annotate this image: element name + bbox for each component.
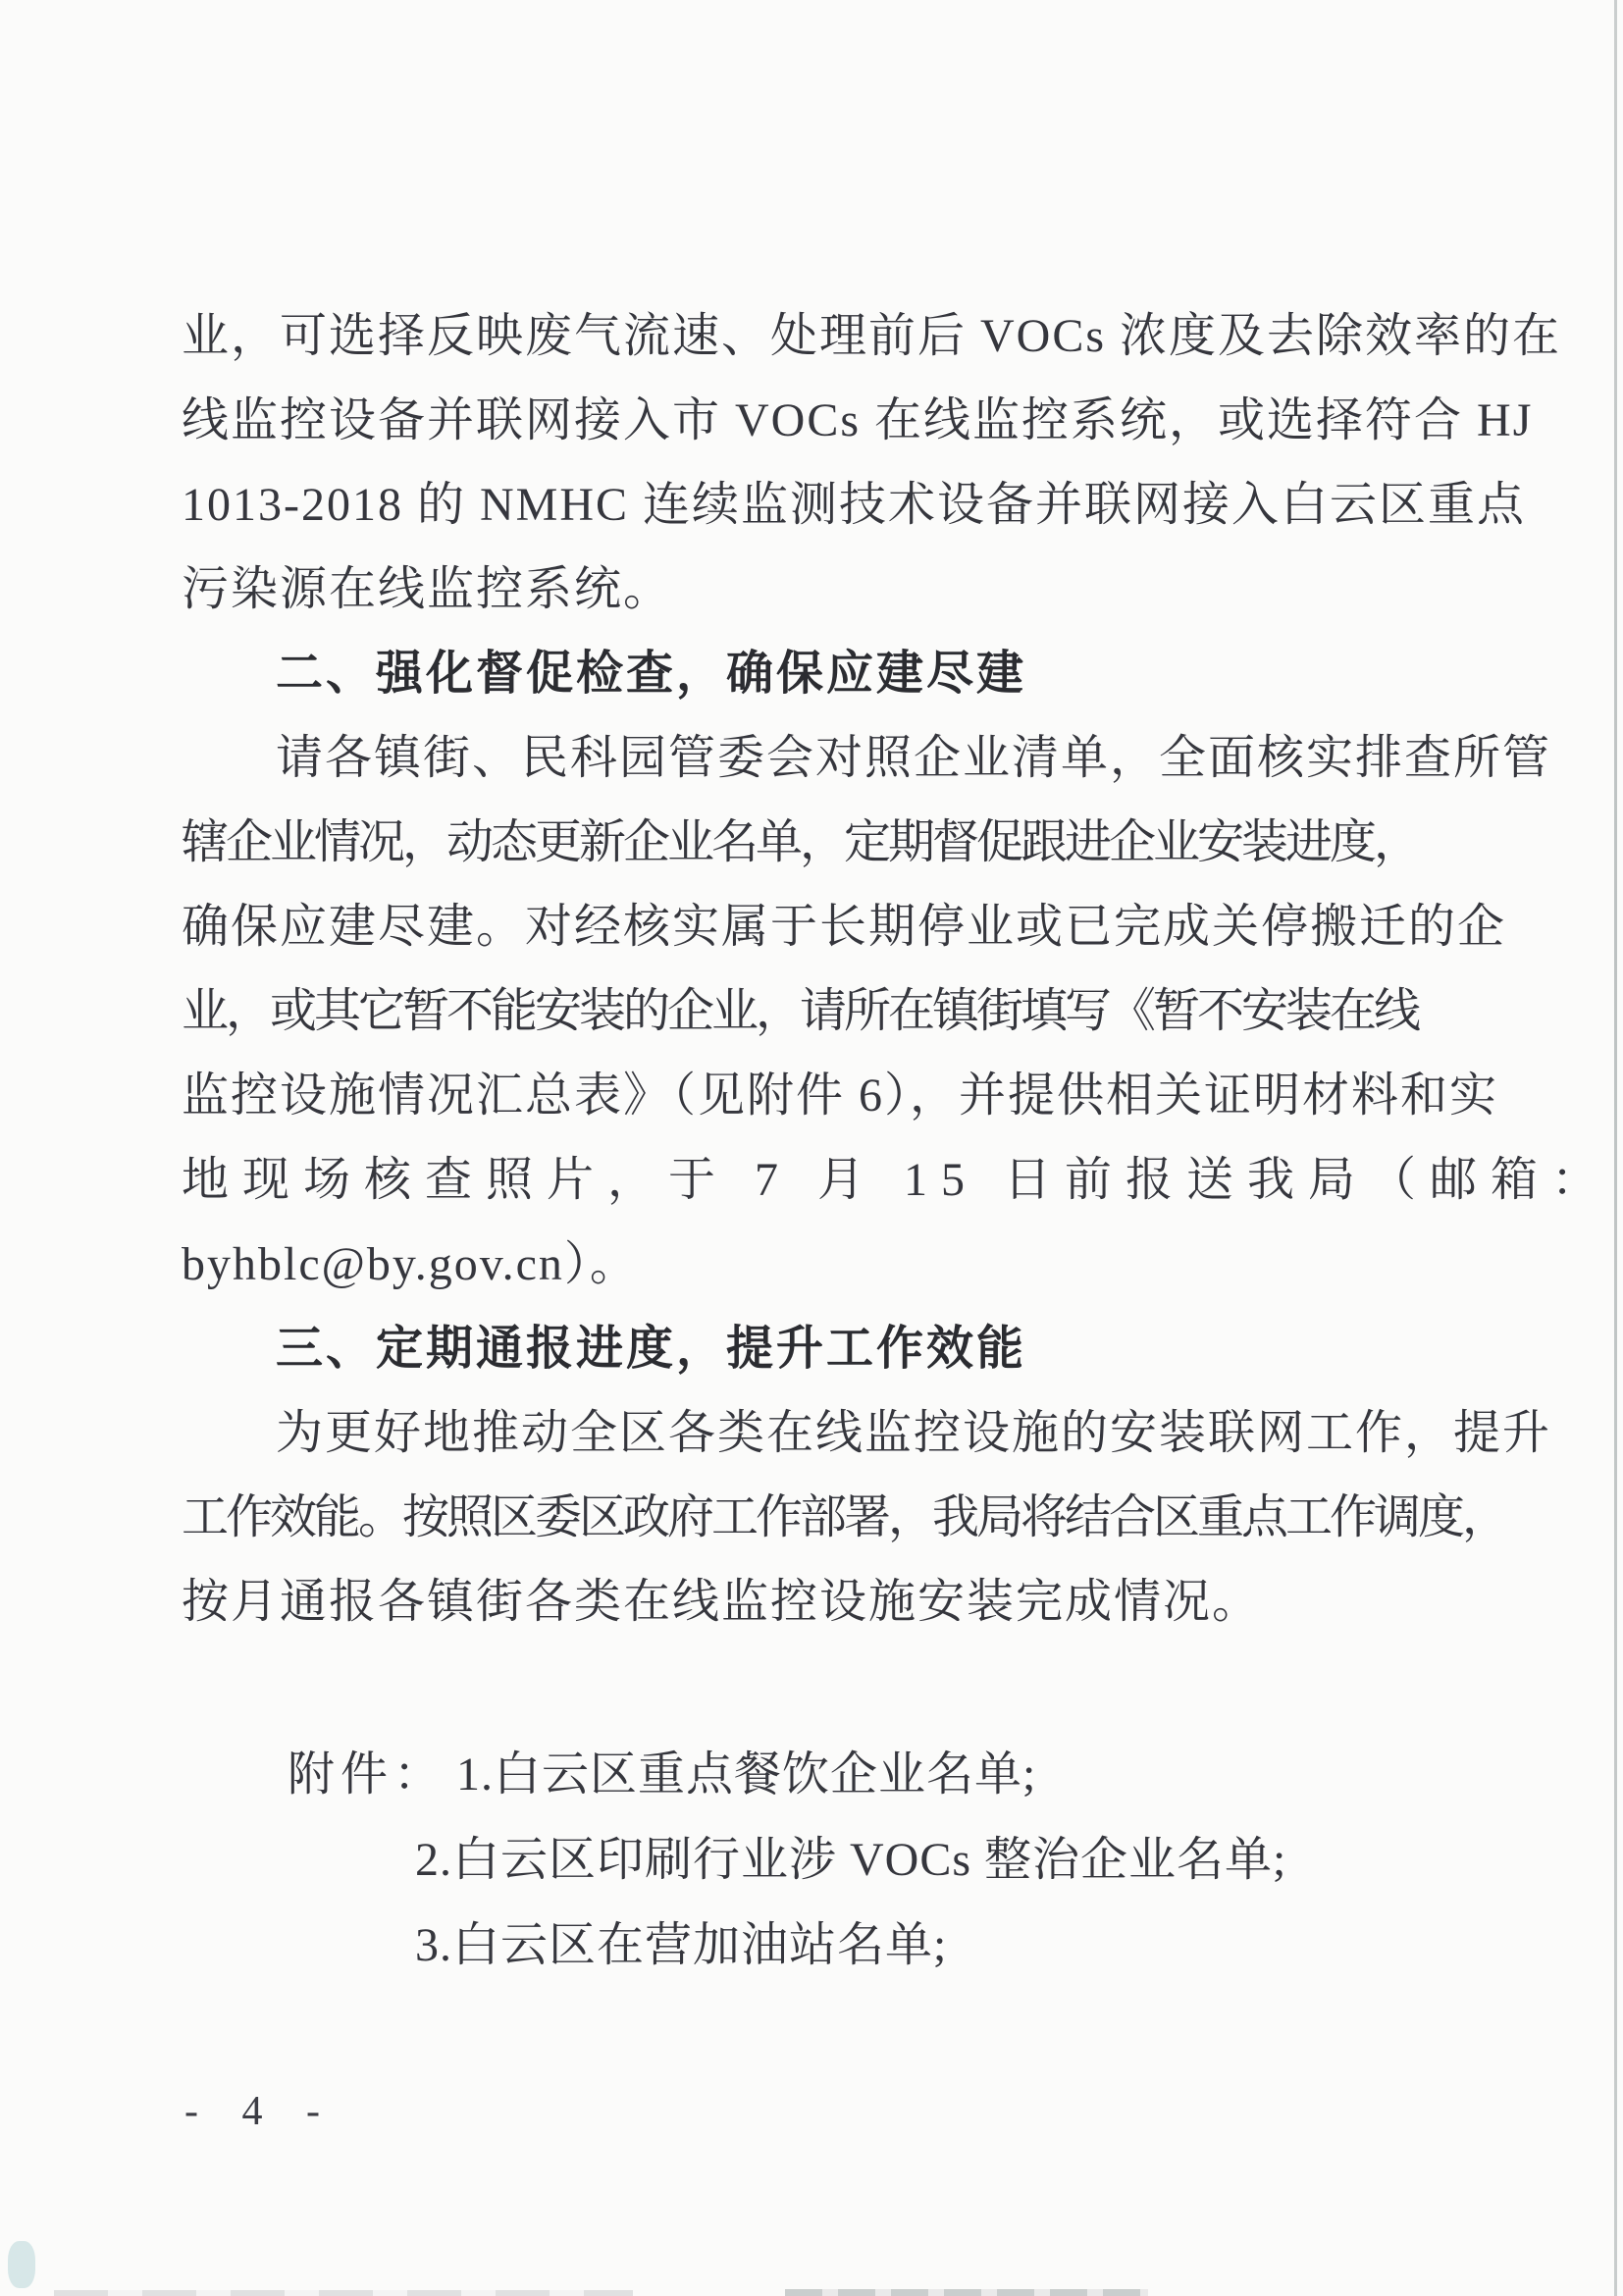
body-line: 线监控设备并联网接入市 VOCs 在线监控系统，或选择符合 HJ xyxy=(182,394,1534,446)
body-line: 业，或其它暂不能安装的企业，请所在镇街填写《暂不安装在线 xyxy=(182,985,1419,1037)
attachment-item: 3.白云区在营加油站名单; xyxy=(415,1919,948,1971)
body-line: 监控设施情况汇总表》（见附件 6），并提供相关证明材料和实 xyxy=(182,1070,1499,1122)
attachment-label: 附件： xyxy=(288,1748,447,1800)
scan-bottom-smudge-artifact xyxy=(54,2290,633,2296)
section-heading: 三、定期通报进度，提升工作效能 xyxy=(276,1323,1027,1375)
body-line: 为更好地推动全区各类在线监控设施的安装联网工作，提升 xyxy=(276,1407,1552,1459)
body-line: 辖企业情况，动态更新企业名单，定期督促跟进企业安装进度， xyxy=(182,816,1419,868)
body-line: 确保应建尽建。对经核实属于长期停业或已完成关停搬迁的企 xyxy=(182,901,1507,953)
scan-bottom-dash-artifact xyxy=(785,2289,1148,2296)
attachment-item-text: 1.白云区重点餐饮企业名单; xyxy=(456,1748,1037,1800)
body-line: 请各镇街、民科园管委会对照企业清单，全面核实排查所管 xyxy=(276,732,1552,784)
body-line: 污染源在线监控系统。 xyxy=(182,563,673,615)
body-line: 业，可选择反映废气流速、处理前后 VOCs 浓度及去除效率的在 xyxy=(182,310,1562,362)
body-line: 工作效能。按照区委区政府工作部署，我局将结合区重点工作调度， xyxy=(182,1491,1507,1543)
body-line: 1013-2018 的 NMHC 连续监测技术设备并联网接入白云区重点 xyxy=(182,479,1527,531)
body-line: 按月通报各镇街各类在线监控设施安装完成情况。 xyxy=(182,1576,1262,1628)
section-heading: 二、强化督促检查，确保应建尽建 xyxy=(276,648,1027,700)
scan-edge-line-artifact xyxy=(1614,0,1617,2296)
attachment-item xyxy=(288,1732,1286,1817)
body-line: 地现场核查照片，于 7 月 15 日前报送我局（邮箱： xyxy=(182,1154,1613,1206)
body-line: byhblc@by.gov.cn）。 xyxy=(182,1238,639,1290)
page-number: - 4 - xyxy=(184,2089,330,2134)
document-body xyxy=(182,294,1613,1644)
attachment-list xyxy=(288,1732,1286,1988)
scan-teal-smudge-artifact xyxy=(8,2241,35,2288)
attachment-item: 2.白云区印刷行业涉 VOCs 整治企业名单; xyxy=(415,1834,1287,1886)
